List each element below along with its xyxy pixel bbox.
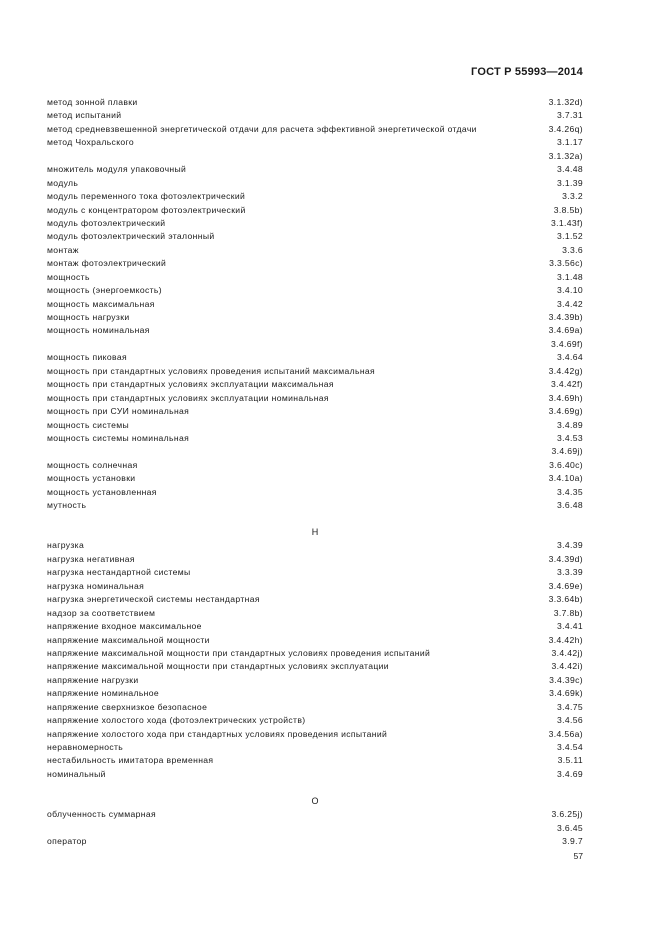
index-reference: 3.4.41 — [557, 621, 583, 632]
index-reference: 3.4.48 — [557, 164, 583, 175]
index-reference: 3.3.6 — [562, 244, 583, 255]
index-term: неравномерность — [47, 742, 124, 752]
index-term: мощность установленная — [47, 486, 157, 497]
index-term: мощность (энергоемкость) — [47, 285, 162, 296]
index-term: надзор за соответствием — [47, 607, 156, 618]
index-reference: 3.7.8b) — [553, 607, 583, 618]
index-entry — [47, 365, 583, 378]
index-term: мощность номинальная — [47, 325, 150, 336]
index-entry — [47, 123, 583, 136]
index-reference: 3.3.39 — [557, 567, 583, 578]
index-entry — [47, 338, 583, 351]
index-entry — [47, 109, 583, 122]
index-entry — [47, 230, 583, 243]
index-entry — [47, 177, 583, 190]
index-reference: 3.6.45 — [557, 822, 583, 833]
index-term: мощность максимальная — [47, 298, 155, 309]
index-term: напряжение максимальной мощности при стандартных условиях проведения испытаний — [47, 647, 431, 658]
index-term: модуль — [47, 177, 79, 188]
index-entry — [47, 714, 583, 727]
index-reference: 3.4.39d) — [548, 553, 583, 564]
index-term: номинальный — [47, 768, 106, 779]
document-header: ГОСТ Р 55993—2014 — [471, 66, 583, 78]
index-entry — [47, 808, 583, 821]
index-reference: 3.4.69h) — [548, 392, 583, 403]
index-reference: 3.1.39 — [557, 177, 583, 188]
index-entry — [47, 419, 583, 432]
index-term: напряжение максимальной мощности при стандартных условиях эксплуатации — [47, 661, 389, 672]
index-reference: 3.4.69k) — [549, 688, 583, 699]
index-term: напряжение номинальное — [47, 688, 160, 699]
index-entry — [47, 163, 583, 176]
index-term: метод зонной плавки — [47, 97, 138, 107]
index-reference: 3.4.26q) — [548, 123, 583, 134]
index-term: мутность — [47, 500, 87, 511]
index-term: мощность солнечная — [47, 459, 138, 470]
index-term: мощность системы номинальная — [47, 432, 190, 443]
index-entry — [47, 674, 583, 687]
index-entry — [47, 499, 583, 512]
index-term: мощность установки — [47, 473, 136, 484]
index-reference: 3.4.39 — [557, 540, 583, 551]
index-reference: 3.1.17 — [557, 137, 583, 148]
alphabetical-index — [47, 96, 583, 849]
index-reference: 3.4.69j) — [551, 446, 583, 457]
index-entry — [47, 486, 583, 499]
index-entry — [47, 392, 583, 405]
index-reference: 3.4.69f) — [551, 338, 583, 349]
index-reference: 3.4.75 — [557, 701, 583, 712]
index-term: метод Чохральского — [47, 137, 134, 148]
index-term: напряжение холостого хода при стандартных условиях проведения испытаний — [47, 728, 388, 739]
index-entry — [47, 553, 583, 566]
index-entry — [47, 136, 583, 149]
index-entry — [47, 324, 583, 337]
index-section-letter: О — [311, 795, 319, 806]
index-reference: 3.4.42h) — [548, 634, 583, 645]
index-term: модуль с концентратором фотоэлектрический — [47, 204, 246, 215]
index-term: нагрузка нестандартной системы — [47, 567, 191, 578]
index-reference: 3.1.32d) — [548, 97, 583, 107]
index-term: мощность нагрузки — [47, 312, 130, 322]
index-reference: 3.4.56a) — [548, 728, 583, 739]
index-reference: 3.3.56c) — [549, 258, 583, 269]
index-entry — [47, 701, 583, 714]
index-term: оператор — [47, 836, 87, 847]
index-reference: 3.1.52 — [557, 231, 583, 242]
index-term: нагрузка номинальная — [47, 580, 145, 591]
index-term: напряжение максимальной мощности — [47, 634, 210, 645]
index-term: модуль фотоэлектрический эталонный — [47, 231, 215, 242]
index-entry — [47, 593, 583, 606]
index-reference: 3.4.64 — [557, 352, 583, 363]
index-entry — [47, 634, 583, 647]
index-reference: 3.1.48 — [557, 271, 583, 282]
index-reference: 3.6.25j) — [551, 809, 583, 820]
index-entry — [47, 298, 583, 311]
index-entry — [47, 754, 583, 767]
index-entry — [47, 96, 583, 109]
page-number: 57 — [573, 851, 583, 861]
index-term: нестабильность имитатора временная — [47, 755, 214, 766]
index-reference: 3.4.69e) — [548, 580, 583, 591]
index-reference: 3.4.42 — [557, 298, 583, 309]
index-reference: 3.5.11 — [557, 755, 583, 766]
index-entry — [47, 647, 583, 660]
index-term: мощность при стандартных условиях проведения испытаний максимальная — [47, 365, 376, 376]
index-reference: 3.4.89 — [557, 419, 583, 430]
index-entry — [47, 539, 583, 552]
index-entry — [47, 378, 583, 391]
index-entry — [47, 620, 583, 633]
index-term: нагрузка негативная — [47, 553, 135, 564]
index-entry — [47, 405, 583, 418]
index-term: нагрузка — [47, 540, 85, 551]
index-entry — [47, 607, 583, 620]
index-term: напряжение входное максимальное — [47, 621, 202, 632]
index-reference: 3.3.2 — [562, 191, 583, 202]
index-reference: 3.4.39b) — [548, 312, 583, 322]
index-term: облученность суммарная — [47, 809, 157, 820]
index-reference: 3.4.42i) — [551, 661, 583, 672]
index-entry — [47, 687, 583, 700]
index-reference: 3.1.43f) — [551, 217, 583, 228]
index-reference: 3.4.10a) — [548, 473, 583, 484]
index-entry — [47, 660, 583, 673]
index-entry — [47, 566, 583, 579]
index-term: метод средневзвешенной энергетической отдачи для расчета эффективной энергетической отдачи — [47, 123, 477, 134]
index-reference: 3.4.10 — [557, 285, 583, 296]
index-term: модуль фотоэлектрический — [47, 217, 166, 228]
index-term: метод испытаний — [47, 110, 122, 121]
index-reference: 3.4.54 — [557, 742, 583, 752]
index-section-letter: Н — [311, 527, 319, 537]
index-term: мощность при СУИ номинальная — [47, 406, 190, 417]
index-entry — [47, 432, 583, 445]
index-entry — [47, 284, 583, 297]
index-reference: 3.4.42f) — [551, 379, 583, 390]
index-reference: 3.4.39c) — [549, 674, 583, 685]
index-reference: 3.9.7 — [562, 836, 583, 847]
index-term: мощность пиковая — [47, 352, 127, 363]
index-reference: 3.4.69g) — [548, 406, 583, 417]
index-entry — [47, 351, 583, 364]
index-reference: 3.6.40c) — [549, 459, 583, 470]
index-entry — [47, 459, 583, 472]
index-entry — [47, 835, 583, 848]
index-reference: 3.4.35 — [557, 486, 583, 497]
index-entry — [47, 257, 583, 270]
index-term: множитель модуля упаковочный — [47, 164, 187, 175]
index-entry — [47, 217, 583, 230]
index-term: мощность при стандартных условиях эксплуатации номинальная — [47, 392, 329, 403]
index-term: напряжение нагрузки — [47, 674, 139, 685]
index-term: монтаж фотоэлектрический — [47, 258, 167, 269]
index-reference: 3.1.32a) — [548, 150, 583, 161]
index-entry — [47, 728, 583, 741]
index-entry — [47, 204, 583, 217]
index-entry — [47, 768, 583, 781]
index-reference: 3.6.48 — [557, 500, 583, 511]
index-entry — [47, 244, 583, 257]
index-reference: 3.8.5b) — [553, 204, 583, 215]
index-reference: 3.4.69 — [557, 768, 583, 779]
index-term: напряжение сверхнизкое безопасное — [47, 701, 208, 712]
index-reference: 3.7.31 — [557, 110, 583, 121]
index-entry — [47, 311, 583, 324]
index-term: мощность при стандартных условиях эксплуатации максимальная — [47, 379, 334, 390]
index-term: мощность — [47, 271, 90, 282]
index-entry — [47, 150, 583, 163]
index-entry — [47, 271, 583, 284]
index-entry — [47, 822, 583, 835]
index-entry — [47, 190, 583, 203]
index-term: напряжение холостого хода (фотоэлектрических устройств) — [47, 715, 306, 726]
index-reference: 3.4.53 — [557, 432, 583, 443]
index-entry — [47, 472, 583, 485]
index-reference: 3.4.42j) — [551, 647, 583, 658]
index-term: мощность системы — [47, 419, 130, 430]
index-term: монтаж — [47, 244, 79, 255]
index-term: нагрузка энергетической системы нестандартная — [47, 594, 260, 605]
index-term: модуль переменного тока фотоэлектрический — [47, 191, 246, 202]
index-entry — [47, 445, 583, 458]
index-reference: 3.3.64b) — [548, 594, 583, 605]
index-reference: 3.4.42g) — [548, 365, 583, 376]
index-reference: 3.4.69a) — [548, 325, 583, 336]
index-entry — [47, 580, 583, 593]
index-entry — [47, 741, 583, 754]
index-reference: 3.4.56 — [557, 715, 583, 726]
